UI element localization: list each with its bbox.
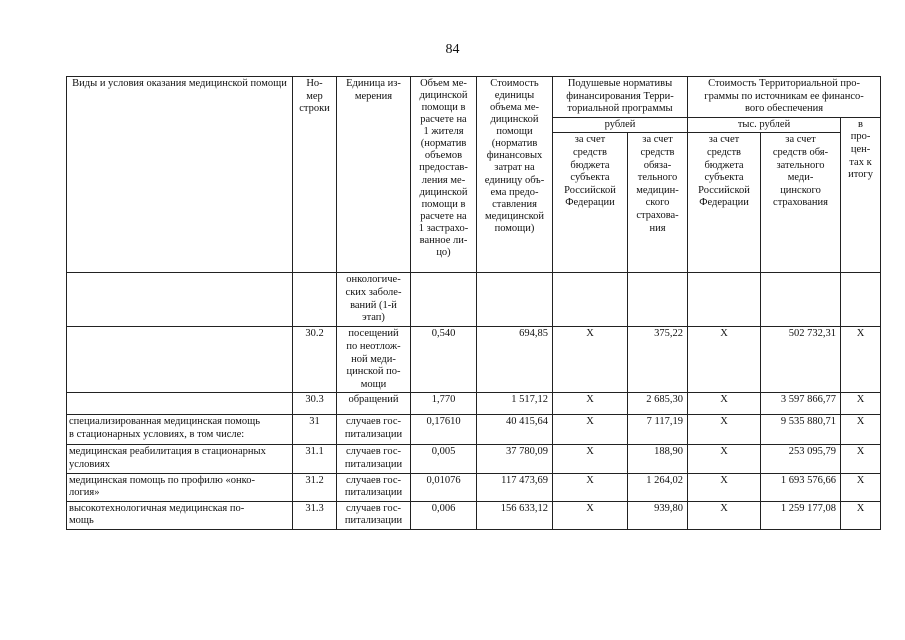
header-cost-oms: за счет средств обя- зательного меди- цинского страхования xyxy=(761,133,841,273)
row-cost-budget xyxy=(688,273,761,327)
header-norm-budget: за счет средств бюджета субъекта Российской Федерации xyxy=(553,133,628,273)
row-percent: X xyxy=(841,473,881,501)
header-cost-budget: за счет средств бюджета субъекта Российской Федерации xyxy=(688,133,761,273)
row-volume: 0,005 xyxy=(411,445,477,473)
row-cost-budget: X xyxy=(688,327,761,393)
row-percent: X xyxy=(841,501,881,529)
row-cost-oms xyxy=(761,273,841,327)
row-norm-oms: 939,80 xyxy=(628,501,688,529)
row-unit: случаев гос- питализации xyxy=(337,415,411,445)
row-unit: случаев гос- питализации xyxy=(337,445,411,473)
table-row xyxy=(67,473,881,501)
row-norm-oms: 2 685,30 xyxy=(628,393,688,415)
financing-table xyxy=(66,76,881,530)
row-volume: 0,540 xyxy=(411,327,477,393)
row-norm-oms: 7 117,19 xyxy=(628,415,688,445)
row-norm-oms: 375,22 xyxy=(628,327,688,393)
row-number: 30.3 xyxy=(293,393,337,415)
header-volume: Объем ме- дицинской помощи в расчете на 1 жителя (норматив объемов предостав- ления ме- дицинской помощи в расчете на 1 застрахо- ванное ли- цо) xyxy=(411,77,477,273)
row-cost-oms: 253 095,79 xyxy=(761,445,841,473)
row-norm-budget: X xyxy=(553,445,628,473)
row-percent: X xyxy=(841,393,881,415)
table-row xyxy=(67,393,881,415)
row-number: 31 xyxy=(293,415,337,445)
row-number: 31.3 xyxy=(293,501,337,529)
row-unit-cost: 40 415,64 xyxy=(477,415,553,445)
row-volume xyxy=(411,273,477,327)
row-number: 30.2 xyxy=(293,327,337,393)
row-cost-budget: X xyxy=(688,445,761,473)
table-row xyxy=(67,445,881,473)
table-row xyxy=(67,327,881,393)
header-row-number: Но- мер строки xyxy=(293,77,337,273)
header-program-cost: Стоимость Территориальной про- граммы по источникам ее финансо- вого обеспечения xyxy=(688,77,881,118)
row-norm-budget: X xyxy=(553,327,628,393)
row-norm-budget: X xyxy=(553,473,628,501)
row-unit: случаев гос- питализации xyxy=(337,501,411,529)
row-cost-budget: X xyxy=(688,473,761,501)
row-kind: медицинская реабилитация в стационарных условиях xyxy=(67,445,293,473)
row-norm-oms: 188,90 xyxy=(628,445,688,473)
row-cost-budget: X xyxy=(688,501,761,529)
row-number xyxy=(293,273,337,327)
row-unit: случаев гос- питализации xyxy=(337,473,411,501)
row-unit-cost: 156 633,12 xyxy=(477,501,553,529)
table-row xyxy=(67,415,881,445)
header-norm-oms: за счет средств обяза- тельного медицин- ского страхова- ния xyxy=(628,133,688,273)
header-kind: Виды и условия оказания медицинской помощи xyxy=(67,77,293,273)
row-cost-oms: 502 732,31 xyxy=(761,327,841,393)
row-norm-budget xyxy=(553,273,628,327)
row-percent: X xyxy=(841,445,881,473)
page-number: 84 xyxy=(445,42,460,57)
row-cost-budget: X xyxy=(688,393,761,415)
row-kind xyxy=(67,393,293,415)
row-unit-cost: 37 780,09 xyxy=(477,445,553,473)
row-kind: специализированная медицинская помощь в стационарных условиях, в том числе: xyxy=(67,415,293,445)
row-unit-cost: 117 473,69 xyxy=(477,473,553,501)
row-kind: высокотехнологичная медицинская по- мощь xyxy=(67,501,293,529)
row-norm-budget: X xyxy=(553,415,628,445)
table-row xyxy=(67,273,881,327)
row-unit: посещений по неотлож- ной меди- цинской по- мощи xyxy=(337,327,411,393)
row-volume: 0,006 xyxy=(411,501,477,529)
row-kind xyxy=(67,327,293,393)
row-percent xyxy=(841,273,881,327)
header-unit-thousand-rubles: тыс. рублей xyxy=(688,117,841,133)
row-cost-oms: 3 597 866,77 xyxy=(761,393,841,415)
row-volume: 1,770 xyxy=(411,393,477,415)
header-per-capita-norms: Подушевые нормативы финансирования Терри- ториальной программы xyxy=(553,77,688,118)
header-unit: Единица из- мерения xyxy=(337,77,411,273)
header-row-1 xyxy=(67,77,881,118)
row-number: 31.2 xyxy=(293,473,337,501)
row-cost-oms: 1 693 576,66 xyxy=(761,473,841,501)
row-norm-oms xyxy=(628,273,688,327)
row-kind xyxy=(67,273,293,327)
row-volume: 0,01076 xyxy=(411,473,477,501)
row-percent: X xyxy=(841,327,881,393)
row-unit: онкологиче- ских заболе- ваний (1-й этап) xyxy=(337,273,411,327)
row-percent: X xyxy=(841,415,881,445)
row-norm-budget: X xyxy=(553,501,628,529)
row-unit: обращений xyxy=(337,393,411,415)
row-cost-budget: X xyxy=(688,415,761,445)
row-unit-cost xyxy=(477,273,553,327)
table-row xyxy=(67,501,881,529)
row-cost-oms: 1 259 177,08 xyxy=(761,501,841,529)
row-unit-cost: 1 517,12 xyxy=(477,393,553,415)
header-unit-cost: Стоимость единицы объема ме- дицинской помощи (норматив финансовых затрат на единицу объ- ема предо- ставления медицинской помощи) xyxy=(477,77,553,273)
row-cost-oms: 9 535 880,71 xyxy=(761,415,841,445)
row-number: 31.1 xyxy=(293,445,337,473)
row-norm-budget: X xyxy=(553,393,628,415)
row-norm-oms: 1 264,02 xyxy=(628,473,688,501)
row-volume: 0,17610 xyxy=(411,415,477,445)
row-unit-cost: 694,85 xyxy=(477,327,553,393)
header-unit-rubles: рублей xyxy=(553,117,688,133)
row-kind: медицинская помощь по профилю «онко- логия» xyxy=(67,473,293,501)
header-percent: в про- цен- тах к итогу xyxy=(841,117,881,273)
